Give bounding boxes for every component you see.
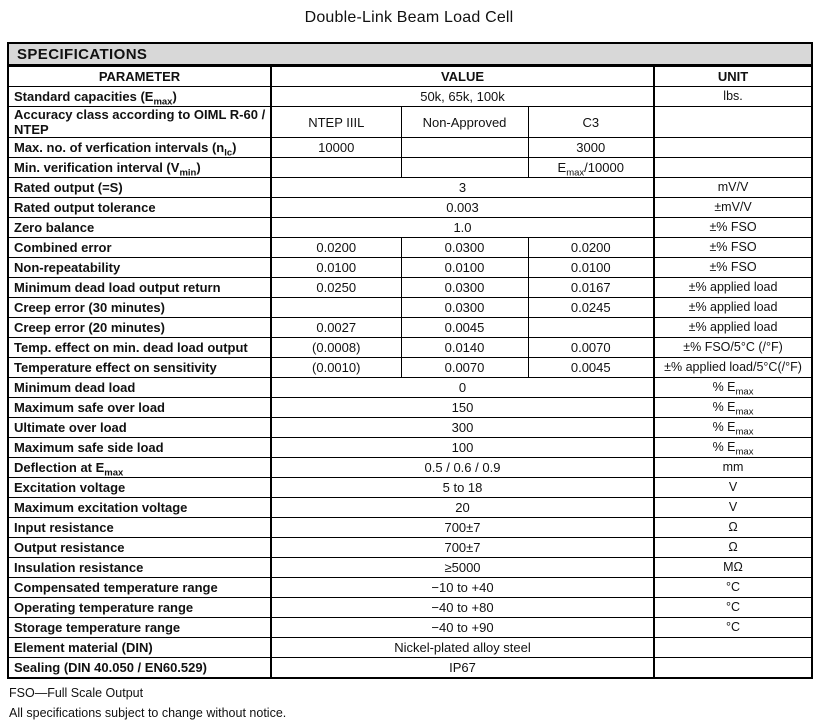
table-row <box>8 378 812 398</box>
parameter-cell: Non-repeatability <box>8 258 271 278</box>
unit-cell: ±% FSO <box>654 238 812 258</box>
value-cell: 0.0100 <box>528 258 654 278</box>
value-cell: 0.0140 <box>401 338 528 358</box>
unit-cell <box>654 107 812 138</box>
parameter-cell: Deflection at $E_{max}$ <box>8 458 271 478</box>
value-cell: 10000 <box>271 138 401 158</box>
unit-cell: ±% applied load <box>654 318 812 338</box>
section-header-row <box>8 43 812 66</box>
page-title: Double-Link Beam Load Cell <box>304 9 514 26</box>
parameter-cell: Rated output tolerance <box>8 198 271 218</box>
value-cell: 0.0300 <box>401 278 528 298</box>
table-row <box>8 418 812 438</box>
value-cell: 0.0200 <box>528 238 654 258</box>
parameter-cell: Output resistance <box>8 538 271 558</box>
value-cell: 1.0 <box>271 218 654 238</box>
column-header-value: VALUE <box>271 66 654 87</box>
parameter-cell: Temp. effect on min. dead load output <box>8 338 271 358</box>
value-cell: 100 <box>271 438 654 458</box>
unit-cell: MΩ <box>654 558 812 578</box>
footnote-disclaimer: All specifications subject to change without notice. <box>9 706 287 720</box>
value-cell: −10 to +40 <box>271 578 654 598</box>
unit-cell <box>654 158 812 178</box>
table-row <box>8 218 812 238</box>
unit-cell <box>654 138 812 158</box>
unit-cell: V <box>654 498 812 518</box>
unit-cell: ±% FSO/5°C (/°F) <box>654 338 812 358</box>
unit-cell: Ω <box>654 538 812 558</box>
table-row <box>8 638 812 658</box>
unit-cell: lbs. <box>654 87 812 107</box>
value-cell: 0.0070 <box>401 358 528 378</box>
table-body <box>8 87 812 679</box>
value-cell <box>401 138 528 158</box>
parameter-cell: Input resistance <box>8 518 271 538</box>
parameter-cell: Operating temperature range <box>8 598 271 618</box>
table-row <box>8 358 812 378</box>
table-row <box>8 398 812 418</box>
value-cell: 0 <box>271 378 654 398</box>
parameter-cell: Sealing (DIN 40.050 / EN60.529) <box>8 658 271 679</box>
value-cell: 0.003 <box>271 198 654 218</box>
value-cell: −40 to +80 <box>271 598 654 618</box>
parameter-cell: Rated output (=S) <box>8 178 271 198</box>
unit-cell: ±% applied load <box>654 278 812 298</box>
footnotes <box>7 686 811 721</box>
table-row <box>8 318 812 338</box>
table-row <box>8 107 812 138</box>
value-cell: (0.0010) <box>271 358 401 378</box>
value-cell: 20 <box>271 498 654 518</box>
value-cell <box>528 318 654 338</box>
table-row <box>8 478 812 498</box>
parameter-cell: Storage temperature range <box>8 618 271 638</box>
unit-cell: ±% FSO <box>654 258 812 278</box>
table-row <box>8 458 812 478</box>
value-cell: 0.0027 <box>271 318 401 338</box>
value-cell <box>401 158 528 178</box>
parameter-cell: Zero balance <box>8 218 271 238</box>
table-row <box>8 138 812 158</box>
column-header-row <box>8 66 812 87</box>
parameter-cell: Maximum safe side load <box>8 438 271 458</box>
table-row <box>8 518 812 538</box>
table-row <box>8 558 812 578</box>
unit-cell: Ω <box>654 518 812 538</box>
table-row <box>8 538 812 558</box>
unit-cell: mm <box>654 458 812 478</box>
unit-cell: ±% FSO <box>654 218 812 238</box>
parameter-cell: Excitation voltage <box>8 478 271 498</box>
value-cell: $E_{max}/10000$ <box>528 158 654 178</box>
parameter-cell: Standard capacities $(E_{max})$ <box>8 87 271 107</box>
table-row <box>8 438 812 458</box>
unit-cell: % $E_{max}$ <box>654 418 812 438</box>
unit-cell: °C <box>654 598 812 618</box>
parameter-cell: Creep error (20 minutes) <box>8 318 271 338</box>
value-cell: 0.0070 <box>528 338 654 358</box>
table-row <box>8 618 812 638</box>
value-cell: 0.0200 <box>271 238 401 258</box>
value-cell: IP67 <box>271 658 654 679</box>
value-cell: 0.0300 <box>401 298 528 318</box>
value-cell: 0.0045 <box>401 318 528 338</box>
parameter-cell: Compensated temperature range <box>8 578 271 598</box>
parameter-cell: Max. no. of verfication intervals $(n_{lc})$ <box>8 138 271 158</box>
value-cell: 0.0245 <box>528 298 654 318</box>
value-cell: 0.0250 <box>271 278 401 298</box>
unit-cell: ±% applied load <box>654 298 812 318</box>
table-row <box>8 578 812 598</box>
parameter-cell: Element material (DIN) <box>8 638 271 658</box>
value-cell: 0.0045 <box>528 358 654 378</box>
value-cell <box>271 298 401 318</box>
column-header-parameter: PARAMETER <box>8 66 271 87</box>
value-cell: ≥5000 <box>271 558 654 578</box>
unit-cell: V <box>654 478 812 498</box>
table-row <box>8 258 812 278</box>
value-cell: 700±7 <box>271 518 654 538</box>
parameter-cell: Insulation resistance <box>8 558 271 578</box>
table-row <box>8 198 812 218</box>
value-cell <box>271 158 401 178</box>
value-cell: 3 <box>271 178 654 198</box>
value-cell: 0.0167 <box>528 278 654 298</box>
parameter-cell: Minimum dead load output return <box>8 278 271 298</box>
parameter-cell: Maximum excitation voltage <box>8 498 271 518</box>
value-cell: 5 to 18 <box>271 478 654 498</box>
table-row <box>8 178 812 198</box>
table-row <box>8 238 812 258</box>
parameter-cell: Minimum dead load <box>8 378 271 398</box>
table-row <box>8 598 812 618</box>
value-cell: 150 <box>271 398 654 418</box>
unit-cell: °C <box>654 578 812 598</box>
unit-cell <box>654 638 812 658</box>
footnote-fso: FSO—Full Scale Output <box>9 686 144 700</box>
parameter-cell: Maximum safe over load <box>8 398 271 418</box>
value-cell: −40 to +90 <box>271 618 654 638</box>
value-cell: 0.5 / 0.6 / 0.9 <box>271 458 654 478</box>
section-header: SPECIFICATIONS <box>8 43 812 66</box>
column-header-unit: UNIT <box>654 66 812 87</box>
unit-cell: ±mV/V <box>654 198 812 218</box>
value-cell: 700±7 <box>271 538 654 558</box>
unit-cell: % $E_{max}$ <box>654 378 812 398</box>
table-row <box>8 158 812 178</box>
parameter-cell: Creep error (30 minutes) <box>8 298 271 318</box>
unit-cell: ±% applied load/5°C(/°F) <box>654 358 812 378</box>
parameter-cell: Min. verification interval $(V_{min})$ <box>8 158 271 178</box>
value-cell: 0.0100 <box>271 258 401 278</box>
unit-cell <box>654 658 812 679</box>
table-row <box>8 87 812 107</box>
value-cell: 300 <box>271 418 654 438</box>
table-row <box>8 298 812 318</box>
value-cell: Nickel-plated alloy steel <box>271 638 654 658</box>
table-row <box>8 498 812 518</box>
unit-cell: mV/V <box>654 178 812 198</box>
unit-cell: % $E_{max}$ <box>654 438 812 458</box>
table-head <box>8 43 812 87</box>
value-cell: NTEP IIIL <box>271 107 401 138</box>
value-cell: (0.0008) <box>271 338 401 358</box>
table-row <box>8 658 812 679</box>
parameter-cell: Combined error <box>8 238 271 258</box>
unit-cell: % $E_{max}$ <box>654 398 812 418</box>
value-cell: 50k, 65k, 100k <box>271 87 654 107</box>
table-row <box>8 278 812 298</box>
value-cell: 0.0300 <box>401 238 528 258</box>
value-cell: 3000 <box>528 138 654 158</box>
parameter-cell: Temperature effect on sensitivity <box>8 358 271 378</box>
parameter-cell: Ultimate over load <box>8 418 271 438</box>
specifications-table <box>7 42 813 679</box>
value-cell: 0.0100 <box>401 258 528 278</box>
value-cell: Non-Approved <box>401 107 528 138</box>
table-row <box>8 338 812 358</box>
parameter-cell: Accuracy class according to OIML R-60 / NTEP <box>8 107 271 138</box>
value-cell: C3 <box>528 107 654 138</box>
unit-cell: °C <box>654 618 812 638</box>
